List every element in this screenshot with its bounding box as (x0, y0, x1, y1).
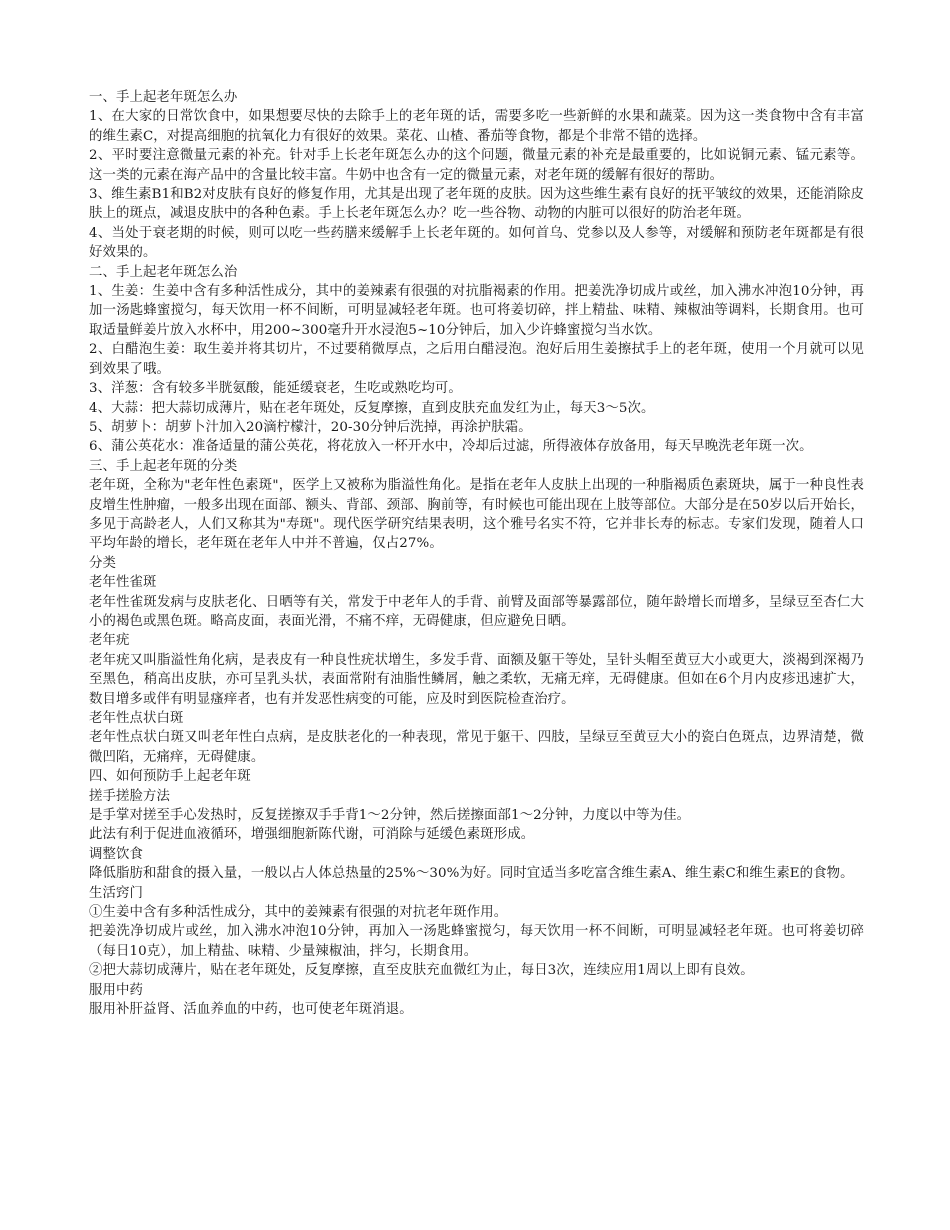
section-heading: 二、手上起老年斑怎么治 (89, 264, 238, 280)
paragraph: 2、平时要注意微量元素的补充。针对手上长老年斑怎么办的这个问题，微量元素的补充是最重要的，比如说铜元素、锰元素等。这一类的元素在海产品中的含量比较丰富。牛奶中也含有一定的微量元素，对老年斑的缓解有很好的帮助。 (89, 148, 864, 183)
paragraph: ①生姜中含有多种活性成分，其中的姜辣素有很强的对抗老年斑作用。 (89, 905, 508, 921)
paragraph: 老年性点状白斑又叫老年性白点病，是皮肤老化的一种表现，常见于躯干、四肢，呈绿豆至黄豆大小的瓷白色斑点，边界清楚，微微凹陷，无痛痒，无碍健康。 (89, 730, 864, 765)
paragraph: 降低脂肪和甜食的摄入量，一般以占人体总热量的25%～30%为好。同时宜适当多吃富含维生素A、维生素C和维生素E的食物。 (89, 866, 854, 882)
subheading: 服用中药 (89, 982, 143, 998)
subheading: 老年性雀斑 (89, 575, 157, 591)
paragraph: 5、胡萝卜：胡萝卜汁加入20滴柠檬汁，20-30分钟后洗掉，再涂护肤霜。 (89, 419, 532, 435)
paragraph: 1、在大家的日常饮食中，如果想要尽快的去除手上的老年斑的话，需要多吃一些新鲜的水果和蔬菜。因为这一类食物中含有丰富的维生素C，对提高细胞的抗氧化力有很好的效果。菜花、山楂、番茄等食物，都是个非常不错的选择。 (89, 109, 864, 144)
paragraph: 把姜洗净切成片或丝，加入沸水冲泡10分钟，再加入一汤匙蜂蜜搅匀，每天饮用一杯不间断，可明显减轻老年斑。也可将姜切碎（每日10克），加上精盐、味精、少量辣椒油，拌匀，长期食用。 (89, 924, 864, 959)
paragraph: 3、维生素B1和B2对皮肤有良好的修复作用，尤其是出现了老年斑的皮肤。因为这些维生素有良好的抚平皱纹的效果，还能消除皮肤上的斑点，减退皮肤中的各种色素。手上长老年斑怎么办？吃一些谷物、动物的内脏可以很好的防治老年斑。 (89, 187, 864, 222)
section-heading: 四、如何预防手上起老年斑 (89, 769, 251, 785)
paragraph: 4、大蒜：把大蒜切成薄片，贴在老年斑处，反复摩擦，直到皮肤充血发红为止，每天3～5次。 (89, 400, 655, 416)
paragraph: 3、洋葱：含有较多半胱氨酸，能延缓衰老，生吃或熟吃均可。 (89, 381, 462, 397)
paragraph: 4、当处于衰老期的时候，则可以吃一些药膳来缓解手上长老年斑的。如何首乌、党参以及人参等，对缓解和预防老年斑都是有很好效果的。 (89, 225, 864, 261)
subheading: 老年性点状白斑 (89, 711, 184, 726)
subheading: 分类 (89, 555, 116, 571)
paragraph: 是手掌对搓至手心发热时，反复搓擦双手手背1～2分钟，然后搓擦面部1～2分钟，力度以中等为佳。 (89, 808, 691, 824)
paragraph: 此法有利于促进血液循环，增强细胞新陈代谢，可消除与延缓色素斑形成。 (89, 827, 535, 843)
paragraph: 老年疣又叫脂溢性角化病，是表皮有一种良性疣状增生，多发手背、面额及躯干等处，呈针头帽至黄豆大小或更大，淡褐到深褐乃至黑色，稍高出皮肤，亦可呈乳头状，表面常附有油脂性鳞屑，触之柔软，无痛无痒，无碍健康。但如在6个月内皮疹迅速扩大，数目增多或伴有明显瘙痒者，也有并发恶性病变的可能，应及时到医院检查治疗。 (89, 652, 864, 707)
paragraph: 老年性雀斑发病与皮肤老化、日晒等有关，常发于中老年人的手背、前臂及面部等暴露部位，随年龄增长而增多，呈绿豆至杏仁大小的褐色或黑色斑。略高皮面，表面光滑，不痛不痒，无碍健康，但应避免日晒。 (89, 594, 864, 629)
subheading: 搓手搓脸方法 (89, 788, 170, 804)
paragraph: ②把大蒜切成薄片，贴在老年斑处，反复摩擦，直至皮肤充血微红为止，每日3次，连续应用1周以上即有良效。 (89, 963, 754, 979)
paragraph: 1、生姜：生姜中含有多种活性成分，其中的姜辣素有很强的对抗脂褐素的作用。把姜洗净切成片或丝，加入沸水冲泡10分钟，再加一汤匙蜂蜜搅匀，每天饮用一杯不间断，可明显减轻老年斑。也可将姜切碎，拌上精盐、味精、辣椒油等调料，长期食用。也可取适量鲜姜片放入水杯中，用200~300毫升开水浸泡5~10分钟后，加入少许蜂蜜搅匀当水饮。 (89, 284, 864, 338)
paragraph: 老年斑，全称为"老年性色素斑"，医学上又被称为脂溢性角化。是指在老年人皮肤上出现的一种脂褐质色素斑块，属于一种良性表皮增生性肿瘤，一般多出现在面部、额头、背部、颈部、胸前等，有时候也可能出现在上肢等部位。大部分是在50岁以后开始长，多见于高龄老人，人们又称其为"寿斑"。现代医学研究结果表明，这个雅号名实不符，它并非长寿的标志。专家们发现，随着人口平均年龄的增长，老年斑在老年人中并不普遍，仅占27%。 (89, 478, 864, 552)
subheading: 调整饮食 (89, 846, 143, 862)
paragraph: 6、蒲公英花水：准备适量的蒲公英花，将花放入一杯开水中，冷却后过滤，所得液体存放备用，每天早晚洗老年斑一次。 (89, 439, 813, 455)
paragraph: 2、白醋泡生姜：取生姜并将其切片，不过要稍微厚点，之后用白醋浸泡。泡好后用生姜擦拭手上的老年斑，使用一个月就可以见到效果了哦。 (89, 342, 864, 377)
subheading: 生活窍门 (89, 885, 143, 901)
document-body (89, 88, 864, 1020)
paragraph: 服用补肝益肾、活血养血的中药，也可使老年斑消退。 (89, 1002, 413, 1018)
section-heading: 一、手上起老年斑怎么办 (89, 90, 238, 105)
subheading: 老年疣 (89, 633, 130, 649)
section-heading: 三、手上起老年斑的分类 (89, 458, 238, 474)
